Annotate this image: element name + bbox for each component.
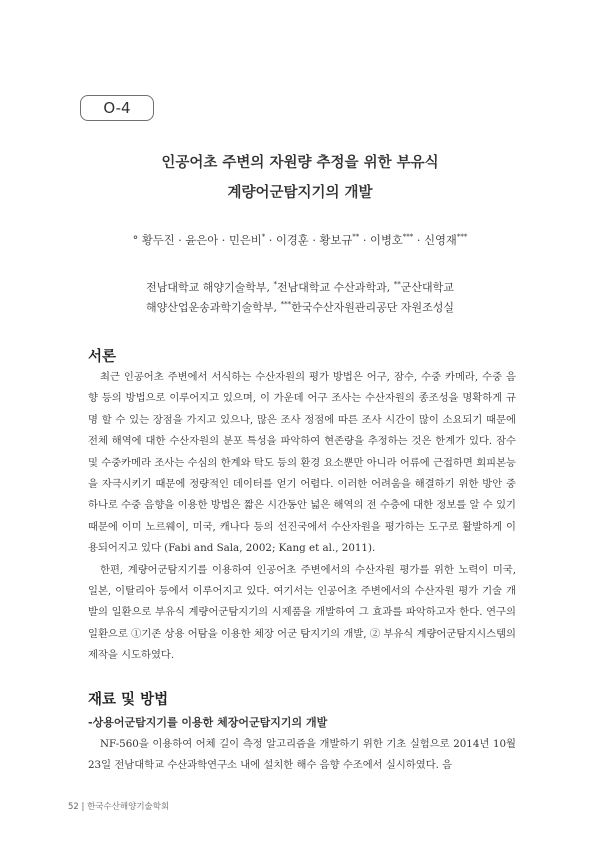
author: 황보규 [319,234,353,247]
author-list: ° 황두진 · 윤은아 · 민은비* · 이경훈 · 황보규** · 이병호*** · 신영재*** [132,233,468,247]
methods-subheading: -상용어군탐지기를 이용한 체장어군탐지기의 개발 [88,716,328,729]
intro-body [88,367,516,667]
author: 이경훈 [275,234,309,247]
section-code: O-4 [103,99,131,117]
author: 이병호 [370,234,403,247]
section-code-badge [80,95,154,121]
title-line-1: 인공어초 주변의 자원량 추정을 위한 부유식 [161,154,439,171]
intro-paragraph-1: 최근 인공어초 주변에서 서식하는 수산자원의 평가 방법은 어구, 잠수, 수중 카메라, 수중 음향 등의 방법으로 이루어지고 있으며, 이 가운데 어구 조사는 수산자원의 종조성을 명확하게 규명 할 수 있는 장점을 가지고 있으나, 많은 조사 정점에 따른 조사 시간이 많이 소요되기 때문에 전체 해역에 대한 수산자원의 분포 특성을 파악하여 현존량을 추정하는 것은 한계가 있다. 잠수 및 수중카메라 조사는 수심의 한계와 탁도 등의 환경 요소뿐만 아니라 어류에 근접하면 회피본능을 자극시키기 때문에 정량적인 데이터를 얻기 어렵다. 이러한 어려움을 해결하기 위한 방안 중 하나로 수중 음향을 이용한 방법은 짧은 시간동안 넓은 해역의 전 수층에 대한 정보를 알 수 있기 때문에 이미 노르웨이, 미국, 캐나다 등의 선진국에서 수산자원을 평가하는 도구로 활발하게 이용되어지고 있다 (Fabi and Sala, 2002; Kang et al., 2011). [88,371,516,555]
methods-paragraph-1: NF-560을 이용하여 어체 길이 측정 알고리즘을 개발하기 위한 기초 실험으로 2014년 10월 23일 전남대학교 수산과학연구소 내에 설치한 해수 음향 수조에서 실시하였다. 음 [88,738,516,772]
paper-title [60,148,540,208]
author: 민은비 [228,234,262,247]
affiliations [60,278,540,318]
author: 신영재 [424,234,457,247]
title-line-2: 계량어군탐지기의 개발 [227,184,373,201]
page-footer: 52 | 한국수산해양기술학회 [68,802,170,812]
affiliation-line-2: 해양산업운송과학기술학부, ***한국수산자원관리공단 자원조성실 [146,300,454,314]
methods-body [88,734,516,777]
intro-paragraph-2: 한편, 계량어군탐지기를 이용하여 인공어초 주변에서의 수산자원 평가를 위한 노력이 미국, 일본, 이탈리아 등에서 이루어지고 있다. 여기서는 인공어초 주변에서의 수산자원 평가 기술 개발의 일환으로 부유식 계량어군탐지기의 시제품을 개발하여 그 효과를 파악하고자 한다. 연구의 일환으로 ①기존 상용 어탐을 이용한 체장 어군 탐지기의 개발, ② 부유식 계량어군탐지시스템의 제작을 시도하였다. [88,563,516,662]
affiliation-line-1: 전남대학교 해양기술학부, *전남대학교 수산과학과, **군산대학교 [146,280,454,294]
intro-heading: 서론 [88,349,117,365]
author: ° 황두진 [132,234,175,247]
methods-heading: 재료 및 방법 [88,692,169,708]
author: 윤은아 [185,234,219,247]
